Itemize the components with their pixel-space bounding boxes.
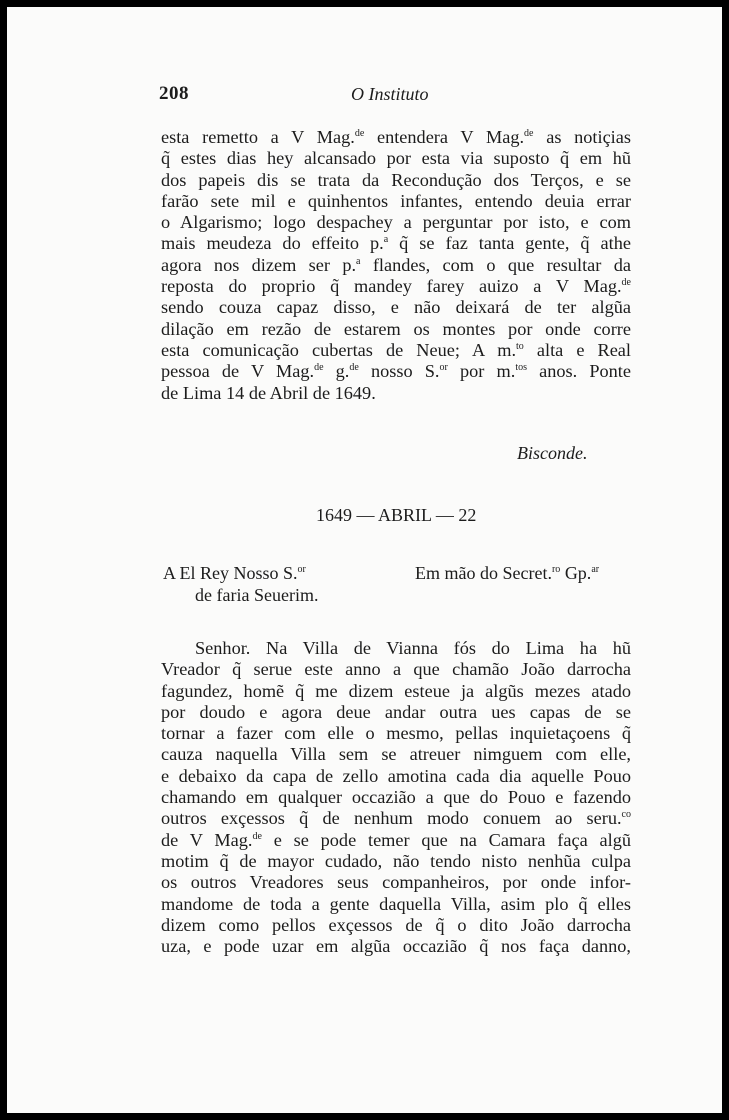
text-run: dizem como pellos exçessos de q̃ o dito João darrocha [161,914,631,935]
text-run: q̃ se faz tanta gente, q̃ athe [388,233,631,254]
text-line [161,170,631,191]
text-run: por doudo e agora deue andar outra ues capas de se [161,701,631,722]
text-run: mandome de toda a gente daquella Villa, asim plo q̃ elles [161,893,631,914]
text-line [161,340,631,361]
text-run: uza, e pode uzar em algũa occazião q̃ nos faça danno, [161,936,631,957]
superscript-abbreviation: de [349,362,359,374]
text-run: dos papeis dis se trata da Recondução dos Terços, e se [161,169,631,190]
text-line [161,681,631,702]
text-run: q̃ estes dias hey alcansado por esta via suposto q̃ em hũ [161,148,631,169]
text-run: Em mão do Secret. [415,563,552,583]
text-line [161,936,631,957]
text-line [161,319,631,340]
text-line [161,915,631,936]
addressee-line-2 [163,584,318,606]
text-line [161,148,631,169]
text-run: Senhor. Na Villa de Vianna fós do Lima ha hũ [195,638,631,658]
text-line [161,361,631,382]
text-run: Gp. [560,563,592,583]
text-run: por m. [447,361,516,382]
text-run: outros exçessos q̃ de nenhum modo conuem ao seru. [161,808,622,829]
text-run: flandes, com o que resultar da [360,254,631,275]
superscript-abbreviation: de [354,128,365,139]
document-date-heading: 1649 — ABRIL — 22 [316,505,477,525]
text-line [161,255,631,276]
text-line [161,808,631,829]
superscript-abbreviation: ro [551,564,561,575]
text-run: tornar a fazer com elle o mesmo, pellas inquietaçoens q̃ [161,723,631,744]
superscript-abbreviation: or [439,362,448,374]
text-run: e debaixo da capa de zello amotina cada dia aquelle Pouo [161,765,631,786]
superscript-abbreviation: ar [591,564,600,575]
text-run: cauza naquella Villa sem se atreuer nimguem com elle, [161,744,631,765]
text-run: agora nos dizem ser p. [161,254,357,275]
text-line [161,723,631,744]
text-run: Vreador q̃ serue este anno a que chamão João darrocha [161,659,631,680]
text-line [161,191,631,212]
text-run: nosso S. [358,361,440,382]
text-line [161,127,631,148]
superscript-abbreviation: or [297,564,306,575]
text-run: esta remetto a V Mag. [161,127,355,147]
text-run: reposta do proprio q̃ mandey farey auizo a V Mag. [161,276,622,297]
text-run: A El Rey Nosso S. [163,563,298,583]
text-line [161,872,631,893]
text-run: e se pode temer que na Camara faça algũ [261,829,631,850]
text-run: farão sete mil e quinhentos infantes, entendo deuia errar [161,190,631,211]
running-title: O Instituto [351,84,429,104]
text-run: de V Mag. [161,829,253,850]
delivery-note [415,562,599,584]
page-number: 208 [159,83,189,104]
text-line [161,830,631,851]
text-line [161,894,631,915]
text-line [161,297,631,318]
book-page [7,7,722,1113]
superscript-abbreviation: de [621,277,631,289]
text-line [161,702,631,723]
text-run: mais meudeza do effeito p. [161,233,384,254]
text-line [161,766,631,787]
text-run: pessoa de V Mag. [161,361,315,382]
text-run: g. [323,361,350,382]
text-run: chamando em qualquer occazião a que do Pouo e fazendo [161,787,631,808]
addressee [163,562,318,606]
text-run: o Algarismo; logo despachey a perguntar por isto, e com [161,212,631,233]
text-run: fagundez, homẽ q̃ me dizem esteue ja algũs mezes atado [161,680,631,701]
superscript-abbreviation: de [314,362,324,374]
text-run: de faria Seuerim. [195,585,319,605]
text-line [161,276,631,297]
text-run: motim q̃ de mayor cudado, não tendo nisto nenhũa culpa [161,850,631,871]
text-line [161,659,631,680]
text-run: entendera V Mag. [364,127,525,147]
text-line [161,744,631,765]
superscript-abbreviation: to [516,340,524,352]
text-line [161,638,631,659]
superscript-abbreviation: a [356,255,361,267]
signature: Bisconde. [517,443,588,463]
text-run: de Lima 14 de Abril de 1649. [161,382,376,403]
text-line [161,383,631,404]
text-run: alta e Real [523,339,632,360]
text-run: anos. Ponte [526,361,631,382]
letter-1-body [161,127,631,404]
letter-2-body [161,638,631,957]
text-line [161,212,631,233]
text-line [161,233,631,254]
text-run: sendo couza capaz disso, e não deixará de ter algũa [161,297,631,318]
text-run: os outros Vreadores seus companheiros, por onde infor- [161,872,631,893]
text-line [161,787,631,808]
superscript-abbreviation: de [252,830,262,842]
text-line [161,851,631,872]
superscript-abbreviation: tos [515,362,527,374]
text-run: esta comunicação cubertas de Neue; A m. [161,339,517,360]
superscript-abbreviation: a [383,234,389,246]
superscript-abbreviation: de [524,128,534,139]
text-run: as notiçias [533,127,631,147]
addressee-line-1 [163,563,306,583]
superscript-abbreviation: co [621,809,631,821]
text-run: dilação em rezão de estarem os montes por onde corre [161,318,631,339]
